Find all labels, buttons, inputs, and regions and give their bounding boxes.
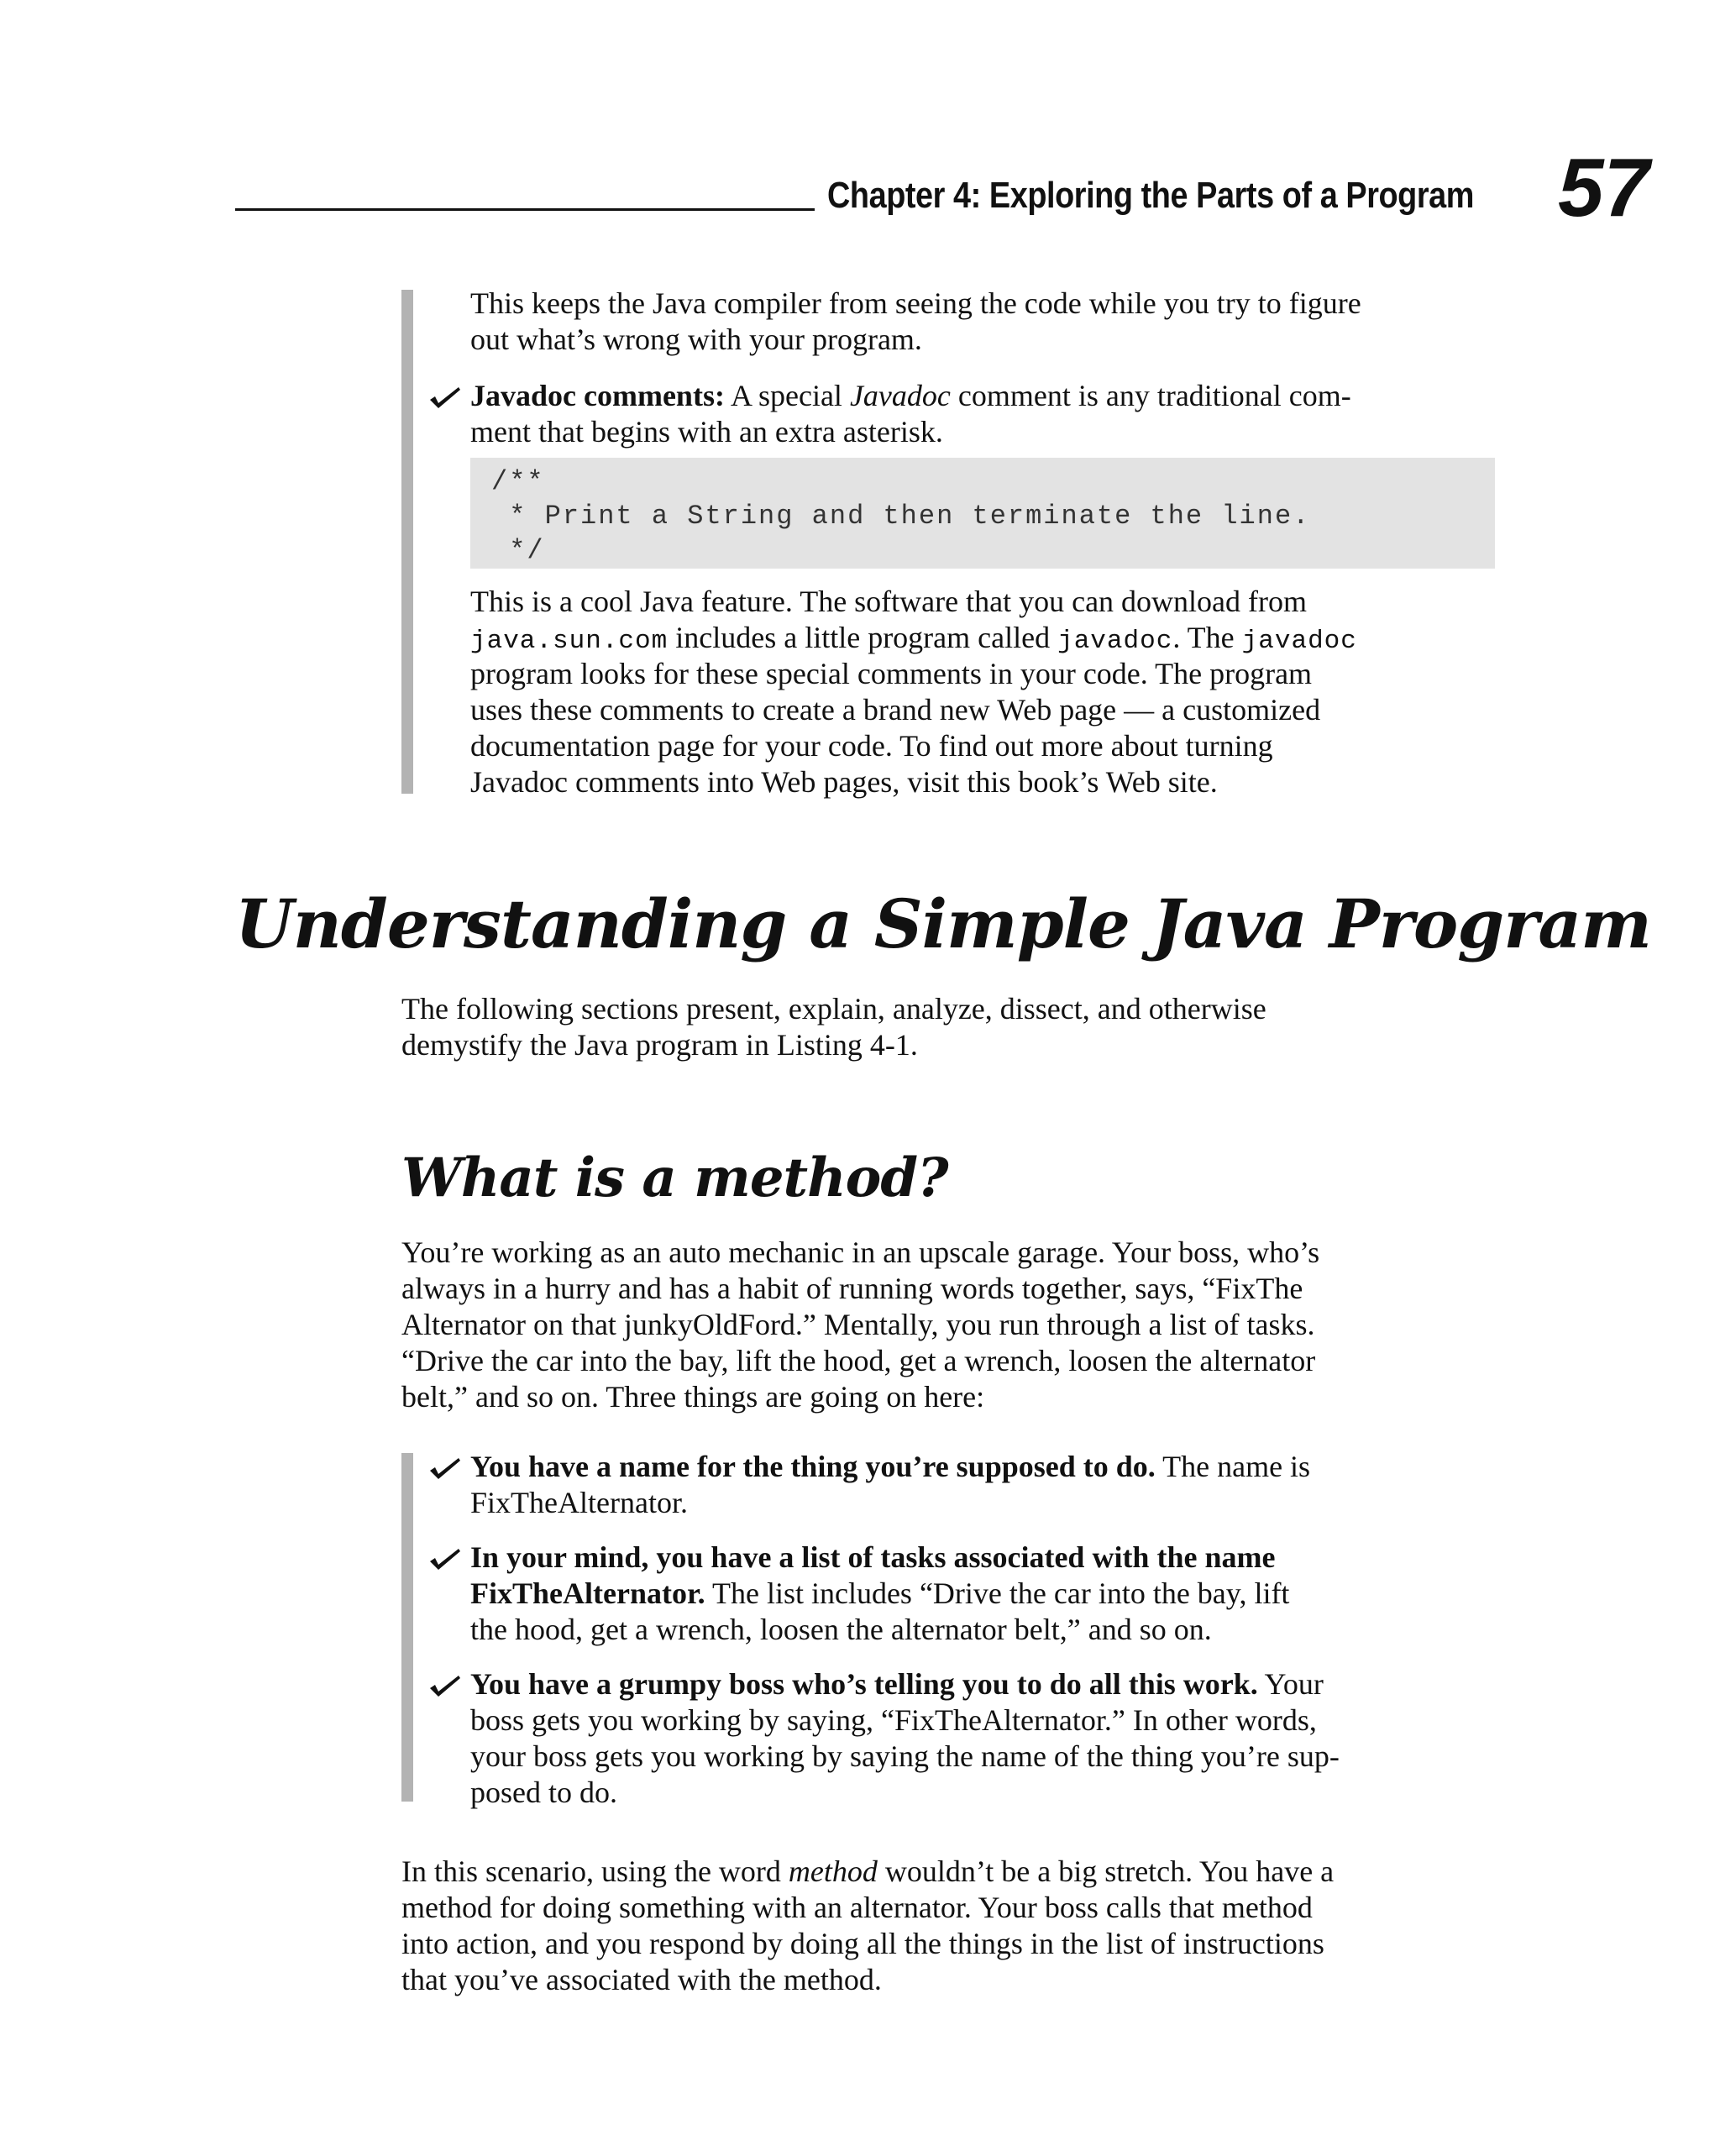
closing-line-2: method for doing something with an alternator. Your boss calls that method [401,1891,1313,1924]
bullet-1-bold: You have a name for the thing you’re supposed to do. [470,1450,1156,1483]
after-code-line-1: This is a cool Java feature. The software that you can download from [470,585,1308,618]
javadoc-line1-post: comment is any traditional com- [950,379,1351,412]
bullet-2-line-3: the hood, get a wrench, loosen the alternator belt,” and so on. [470,1613,1212,1646]
javadoc-italic: Javadoc [849,379,951,412]
subsection-heading: What is a method? [401,1146,948,1209]
bullet-2-line-2 [470,1576,1289,1612]
sidebar-bar-bottom [401,1453,413,1802]
method-intro-line-4: “Drive the car into the bay, lift the hood, get a wrench, loosen the alternator [401,1344,1316,1377]
bullet-2-line-1 [470,1540,1275,1576]
after-code-text: includes a little program called [668,621,1058,654]
method-intro-line-1: You’re working as an auto mechanic in an upscale garage. Your boss, who’s [401,1235,1320,1269]
closing-line-3: into action, and you respond by doing all the things in the list of instructions [401,1927,1324,1960]
checkmark-icon [428,1546,462,1571]
code-line: /** [491,466,545,497]
bullet-2-rest: The list includes “Drive the car into the bay, lift [705,1576,1290,1610]
inline-code: java.sun.com [470,627,669,656]
bullet-3-line-1 [470,1666,1324,1702]
bullet-3-line-3: your boss gets you working by saying the name of the thing you’re sup- [470,1739,1340,1773]
checkmark-icon [428,1673,462,1698]
bullet-2-bold-2: FixTheAlternator. [470,1576,705,1610]
sidebar-bar-top [401,290,413,794]
running-header-title: Chapter 4: Exploring the Parts of a Program [827,175,1475,216]
after-code-text: . The [1172,621,1242,654]
code-line: * Print a String and then terminate the line. [491,501,1311,532]
bullet-3-line-4: posed to do. [470,1776,617,1809]
bullet-1-rest: The name is [1155,1450,1311,1483]
bullet-3-rest: Your [1257,1667,1324,1701]
closing-line-1 [401,1854,1334,1890]
section-intro-line-2: demystify the Java program in Listing 4-1. [401,1028,918,1062]
page-number: 57 [1558,141,1650,233]
bullet-3-line-2: boss gets you working by saying, “FixTheAlternator.” In other words, [470,1703,1317,1737]
bullet-1-line-1 [470,1449,1310,1485]
javadoc-item-line-1 [470,378,1351,414]
continuation-line-1: This keeps the Java compiler from seeing the code while you try to figure [470,286,1361,320]
closing-italic: method [788,1854,878,1888]
method-intro-line-5: belt,” and so on. Three things are going on here: [401,1380,985,1414]
continuation-line-2: out what’s wrong with your program. [470,323,922,356]
after-code-line-4: uses these comments to create a brand new Web page — a customized [470,693,1321,727]
inline-code: javadoc [1241,627,1357,656]
after-code-line-5: documentation page for your code. To find out more about turning [470,729,1273,763]
header-rule [235,208,815,211]
after-code-line-3: program looks for these special comments in your code. The program [470,657,1313,690]
method-intro-line-3: Alternator on that junkyOldFord.” Mentally, you run through a list of tasks. [401,1308,1315,1341]
after-code-line-6: Javadoc comments into Web pages, visit this book’s Web site. [470,765,1218,799]
closing-post: wouldn’t be a big stretch. You have a [877,1854,1335,1888]
javadoc-line1-pre: A special [724,379,850,412]
bullet-1-line-2: FixTheAlternator. [470,1486,688,1519]
section-heading: Understanding a Simple Java Program [235,884,1651,963]
after-code-line-2 [470,620,1357,659]
bullet-2-bold: In your mind, you have a list of tasks associated with the name [470,1540,1276,1574]
closing-pre: In this scenario, using the word [401,1854,789,1888]
javadoc-bold-label: Javadoc comments: [470,379,725,412]
method-intro-line-2: always in a hurry and has a habit of running words together, says, “FixThe [401,1272,1303,1305]
closing-line-4: that you’ve associated with the method. [401,1963,882,1996]
checkmark-icon [428,1456,462,1481]
code-line: */ [491,535,545,566]
javadoc-item-line-2: ment that begins with an extra asterisk. [470,415,943,449]
bullet-3-bold: You have a grumpy boss who’s telling you to do all this work. [470,1667,1258,1701]
inline-code: javadoc [1057,627,1173,656]
section-intro-line-1: The following sections present, explain, analyze, dissect, and otherwise [401,992,1266,1026]
checkmark-icon [428,385,462,410]
